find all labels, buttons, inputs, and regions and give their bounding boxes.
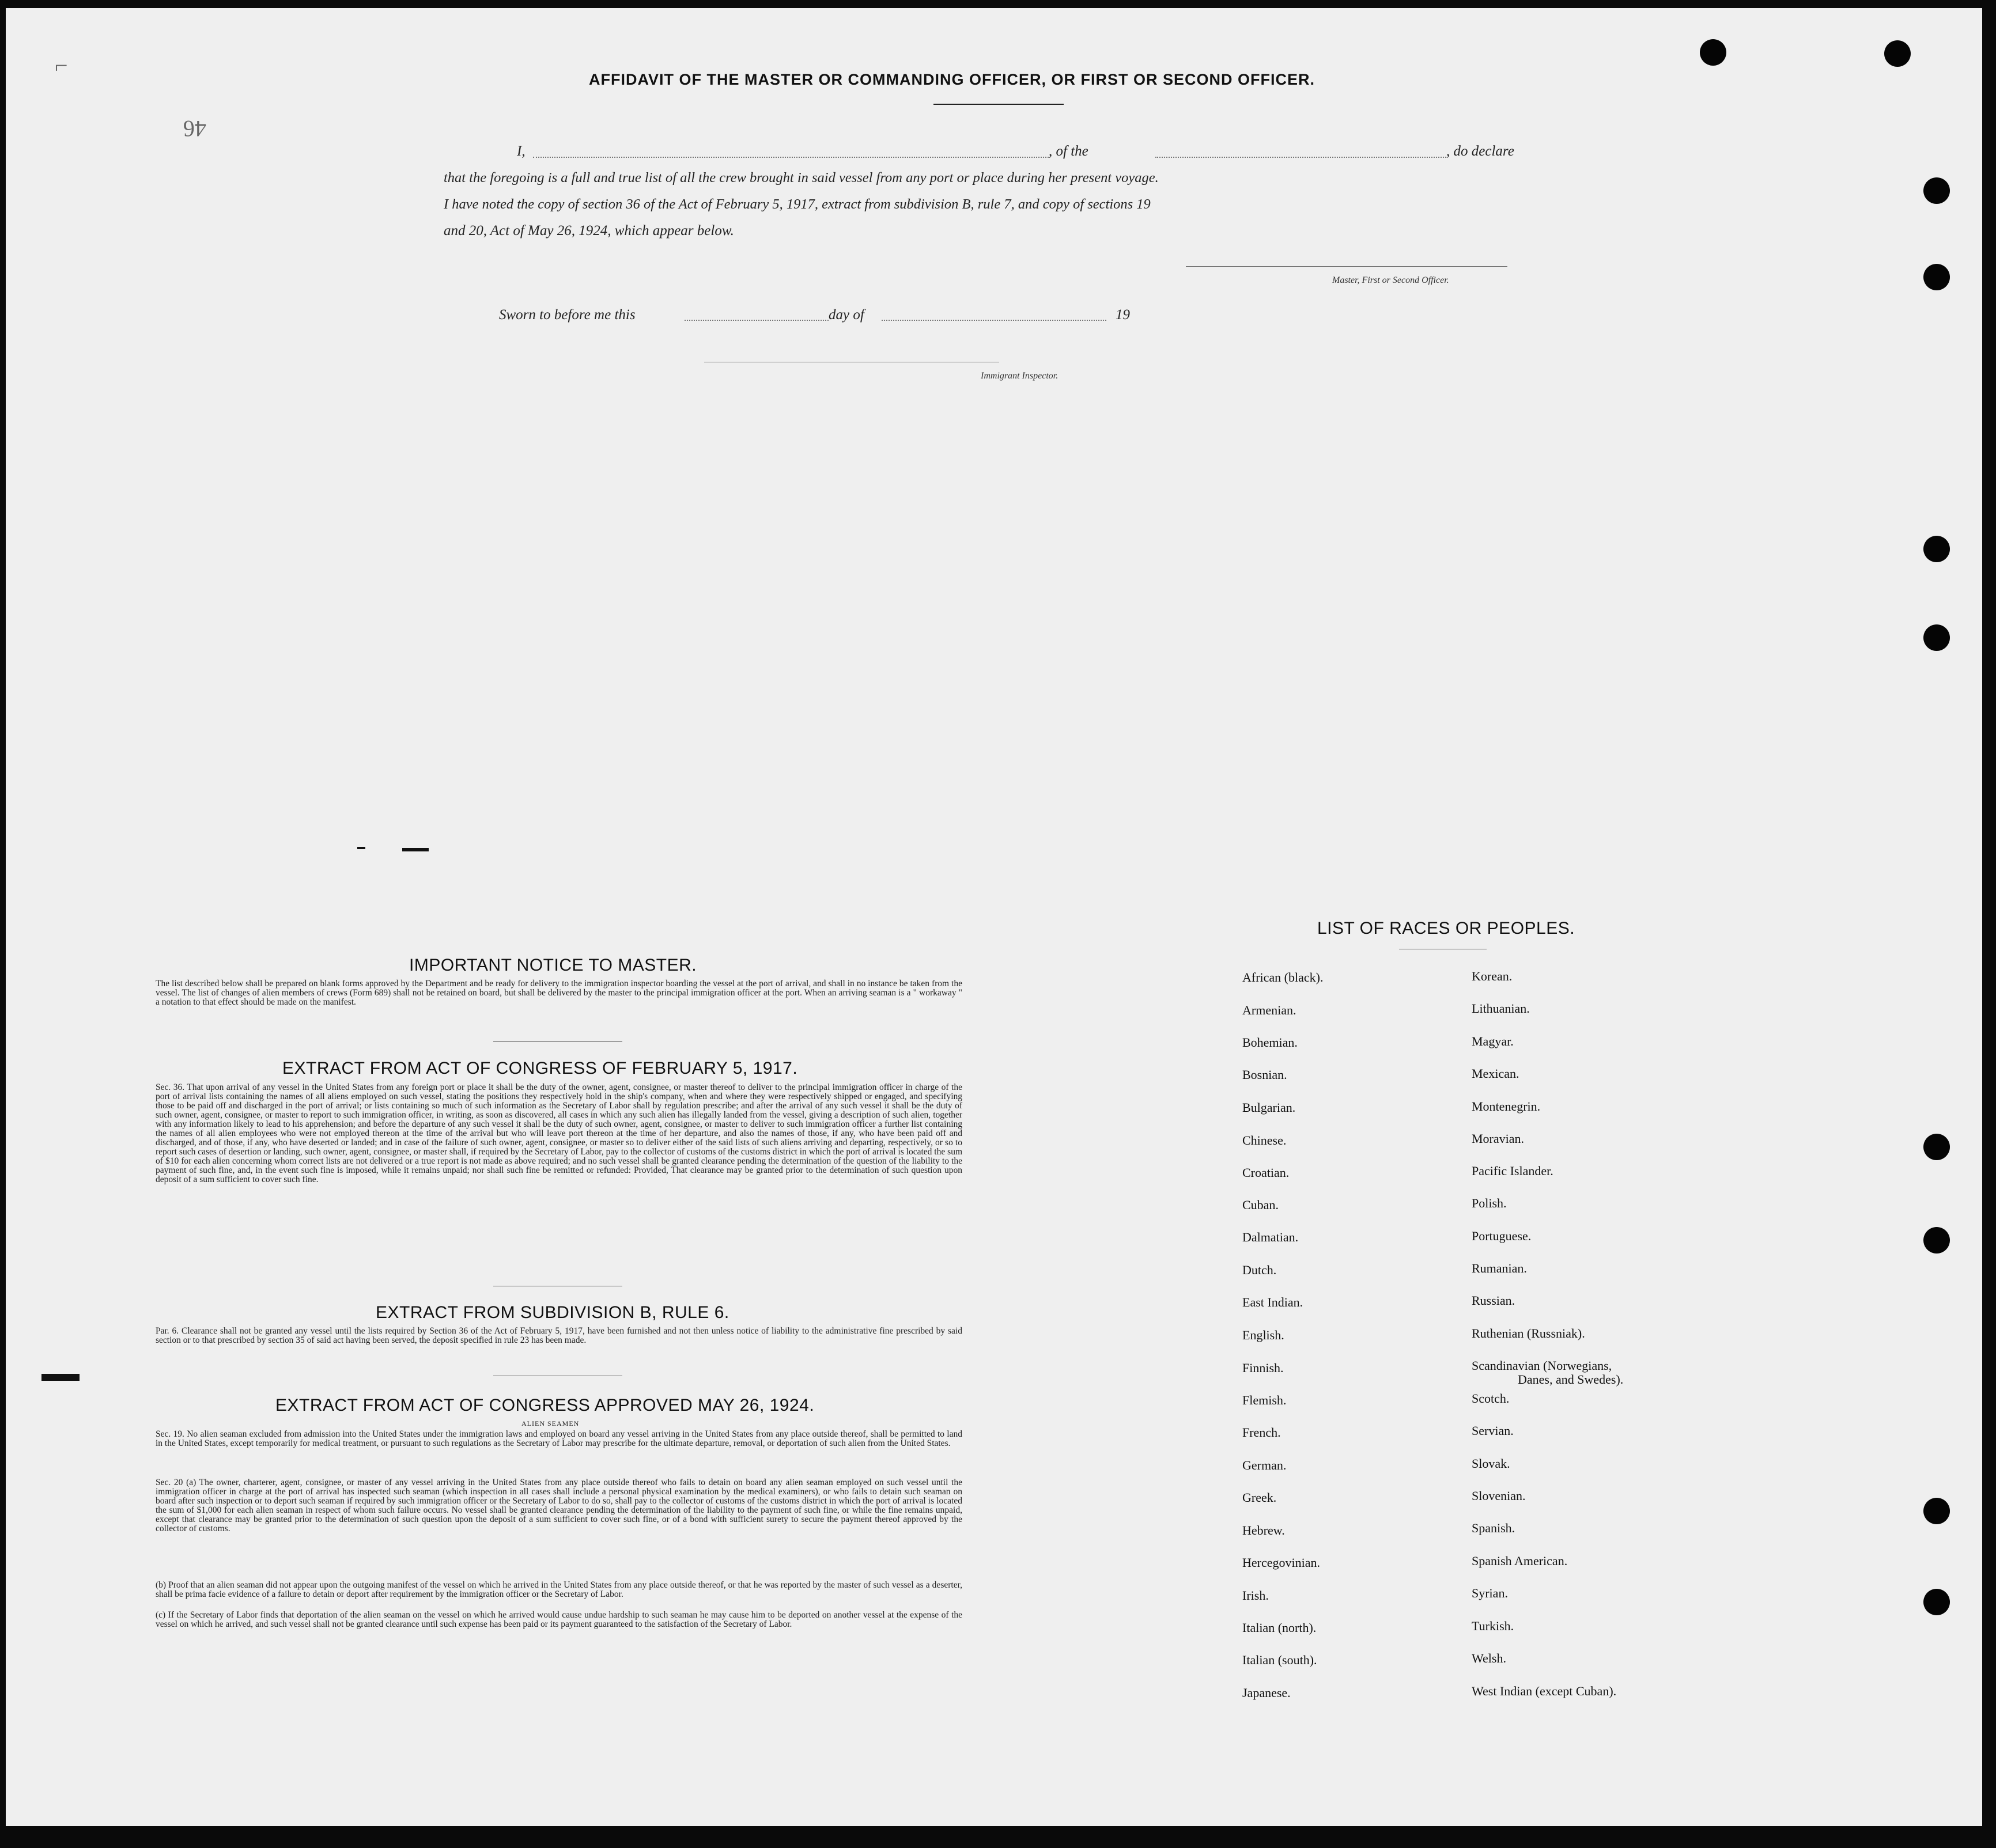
race-left: Hercegovinian. — [1242, 1555, 1320, 1570]
ink-mark — [41, 1374, 80, 1381]
affidavit-line-4: and 20, Act of May 26, 1924, which appear below. — [444, 223, 734, 238]
scan-border-right — [1982, 0, 1996, 1848]
extract-1917-body: Sec. 36. That upon arrival of any vessel in the United States from any foreign port or place it shall be the duty of the owner, agent, consignee, or master thereof to deliver to the principal immigration officer in charge of the port of arrival lists containing the names of all aliens employed on such vessel, stating the positions they respectively hold in the ship's company, when and where they were respectively shipped or engaged, and specifying those to be paid off and discharged in the port of arrival; or lists containing so much of such information as the Secretary of Labor shall by regulation prescribe; and after the arrival of any such vessel it shall be the duty of such owner, agent, consignee, or master to report to such immigration officer, in writing, as soon as discovered, all cases in which any such alien has illegally landed from the vessel, giving a description of such alien, together with any information likely to lead to his apprehension; and before the departure of any such vessel it shall be the duty of such owner, agent, consignee, or master to deliver to such immigration officer a further list containing the names of all alien employees who were not employed thereon at the time of the arrival but who will leave port thereon at the time of her departure, and also the names of those, if any, who have been paid off and discharged, and of those, if any, who have deserted or landed; and in case of the failure of such owner, agent, consignee, or master so to deliver either of the said lists of such aliens arriving and departing, respectively, or so to report such cases of desertion or landing, such owner, agent, consignee, or master shall, if required by the Secretary of Labor, pay to the collector of customs of the customs district in which the port of arrival is located the sum of $10 for each alien concerning whom correct lists are not delivered or a true report is not made as above required; and no such vessel shall be granted clearance pending the determination of the question of the liability to the payment of such fine, and, in the event such fine is imposed, while it remains unpaid; nor shall such fine be remitted or refunded: Provided, That clearance may be granted prior to the determination of such question upon deposit of a sum sufficient to cover such fine. — [156, 1082, 962, 1184]
race-right: Korean. — [1472, 969, 1513, 983]
race-left: Finnish. — [1242, 1361, 1284, 1375]
affidavit-of-the: , of the — [1049, 143, 1088, 159]
punch-hole — [1923, 1589, 1950, 1615]
signature-caption: Master, First or Second Officer. — [1332, 275, 1449, 285]
race-right: Welsh. — [1472, 1651, 1506, 1665]
day-field[interactable] — [685, 320, 829, 321]
race-left: Armenian. — [1242, 1003, 1296, 1017]
race-left: German. — [1242, 1458, 1287, 1472]
race-left: Cuban. — [1242, 1198, 1279, 1212]
race-left: French. — [1242, 1425, 1281, 1440]
section-20a: Sec. 20 (a) The owner, charterer, agent, consignee, or master of any vessel arriving in the United States from any place outside thereof who fails to detain on board any alien seaman employed on such vessel until the immigration officer in charge at the port of arrival has inspected such seaman (which inspection in all cases shall include a personal physical examination by the medical examiners), or who fails to detain such seaman on board after such inspection or to deport such seaman if required by such immigration officer or the Secretary of Labor to do so, shall pay to the collector of customs of the customs district in which the port of arrival is located the sum of $1,000 for each alien seaman in respect of whom such failure occurs. No vessel shall be granted clearance pending the determination of the liability to the payment of such fine, or while the fine remains unpaid, except that clearance may be granted prior to the determination of such question upon the deposit of a sum sufficient to cover such fine, or of a bond with sufficient surety to secure the payment thereof approved by the collector of customs. — [156, 1478, 962, 1533]
vessel-field[interactable] — [1155, 157, 1446, 158]
race-right: Moravian. — [1472, 1131, 1525, 1146]
race-left: Dutch. — [1242, 1263, 1277, 1277]
race-right: Rumanian. — [1472, 1261, 1527, 1275]
race-right: Turkish. — [1472, 1619, 1514, 1633]
rule6-body: Par. 6. Clearance shall not be granted any vessel until the lists required by Section 36 of the Act of February 5, 1917, have been furnished and not then unless notice of liability to the administrative fine prescribed by said section or to that prescribed by section 35 of said act having been served, the deposit specified in rule 23 has been made. — [156, 1326, 962, 1345]
extract-1924-title: EXTRACT FROM ACT OF CONGRESS APPROVED MAY 26, 1924. — [275, 1396, 815, 1415]
race-left: Bulgarian. — [1242, 1100, 1296, 1115]
scan-border-bottom — [0, 1826, 1996, 1848]
punch-hole — [1923, 264, 1950, 290]
race-right: Slovenian. — [1472, 1489, 1526, 1503]
race-right: Russian. — [1472, 1293, 1515, 1308]
race-left: African (black). — [1242, 970, 1324, 984]
race-left: Japanese. — [1242, 1686, 1291, 1700]
race-left: Italian (south). — [1242, 1653, 1317, 1667]
sworn-before-label: Sworn to before me this — [499, 307, 636, 323]
punch-hole — [1884, 40, 1911, 67]
scan-border-top — [0, 0, 1996, 8]
punch-hole — [1923, 1134, 1950, 1160]
affidavit-line-3: I have noted the copy of section 36 of the Act of February 5, 1917, extract from subdivision B, rule 7, and copy of sections 19 — [444, 196, 1151, 212]
race-right-continuation: Danes, and Swedes). — [1518, 1372, 1624, 1387]
affidavit-line-2: that the foregoing is a full and true list of all the crew brought in said vessel from any port or place during her present voyage. — [444, 170, 1159, 185]
race-left: Bosnian. — [1242, 1067, 1287, 1082]
name-field[interactable] — [533, 157, 1049, 158]
signature-line[interactable] — [1186, 266, 1507, 267]
race-left: Dalmatian. — [1242, 1230, 1299, 1244]
race-right: Servian. — [1472, 1423, 1514, 1438]
race-left: Croatian. — [1242, 1165, 1290, 1180]
day-of-label: day of — [829, 307, 864, 323]
punch-hole — [1923, 624, 1950, 651]
race-left: Hebrew. — [1242, 1523, 1285, 1538]
corner-mark: ⌐ — [55, 52, 68, 78]
affidavit-title: AFFIDAVIT OF THE MASTER OR COMMANDING OFFICER, OR FIRST OR SECOND OFFICER. — [589, 71, 1315, 88]
rule6-title: EXTRACT FROM SUBDIVISION B, RULE 6. — [376, 1303, 729, 1322]
punch-hole — [1700, 39, 1726, 66]
scan-border-left — [0, 0, 6, 1848]
race-right: Syrian. — [1472, 1586, 1508, 1600]
race-left: East Indian. — [1242, 1295, 1303, 1309]
race-right: Ruthenian (Russniak). — [1472, 1326, 1585, 1340]
affidavit-i: I, — [517, 143, 526, 159]
race-left: Bohemian. — [1242, 1035, 1298, 1050]
race-right: Scotch. — [1472, 1391, 1510, 1406]
punch-hole — [1923, 177, 1950, 204]
race-left: Irish. — [1242, 1588, 1269, 1603]
race-right: Mexican. — [1472, 1066, 1519, 1081]
race-right: West Indian (except Cuban). — [1472, 1684, 1617, 1698]
month-field[interactable] — [882, 320, 1106, 321]
year-label: 19 — [1116, 307, 1130, 323]
race-right: Spanish American. — [1472, 1554, 1568, 1568]
extract-1917-title: EXTRACT FROM ACT OF CONGRESS OF FEBRUARY 5, 1917. — [282, 1059, 798, 1078]
affidavit-declare: , do declare — [1446, 143, 1514, 159]
race-left: English. — [1242, 1328, 1284, 1342]
race-right: Magyar. — [1472, 1034, 1514, 1048]
section-19: Sec. 19. No alien seaman excluded from admission into the United States under the immigration laws and employed on board any vessel arriving in the United States from any place outside thereof, shall be permitted to land in the United States, except temporarily for medical treatment, or pursuant to such regulations as the Secretary of Labor may prescribe for the ultimate departure, removal, or deportation of such alien from the United States. — [156, 1429, 962, 1448]
race-left: Chinese. — [1242, 1133, 1287, 1148]
race-right: Portuguese. — [1472, 1229, 1532, 1243]
extract-1924-subtitle: ALIEN SEAMEN — [521, 1419, 580, 1427]
race-right: Montenegrin. — [1472, 1099, 1541, 1114]
punch-hole — [1923, 1498, 1950, 1524]
notice-body: The list described below shall be prepared on blank forms approved by the Department and be ready for delivery to the immigration inspector boarding the vessel at the port of arrival, and shall in no instance be taken from the vessel. The list of changes of alien members of crews (Form 689) shall not be retained on board, but shall be delivered by the master to the principal immigration officer at the port. When an arriving seaman is a " workaway " a notation to that effect should be made on the manifest. — [156, 979, 962, 1007]
races-title: LIST OF RACES OR PEOPLES. — [1317, 919, 1575, 938]
race-right: Lithuanian. — [1472, 1001, 1530, 1016]
ink-mark — [357, 847, 365, 849]
race-right: Pacific Islander. — [1472, 1164, 1553, 1178]
race-left: Flemish. — [1242, 1393, 1287, 1407]
notice-title: IMPORTANT NOTICE TO MASTER. — [409, 956, 697, 975]
race-left: Greek. — [1242, 1490, 1277, 1505]
section-20c: (c) If the Secretary of Labor finds that deportation of the alien seaman on the vessel on which he arrived would cause undue hardship to such seaman he may cause him to be deported on another vessel at the expense of the vessel on which he arrived, and such vessel shall not be granted clearance until such expense has been paid or its payment guaranteed to the satisfaction of the Secretary of Labor. — [156, 1610, 962, 1629]
ink-mark — [402, 848, 429, 851]
race-right: Spanish. — [1472, 1521, 1515, 1535]
section-20b: (b) Proof that an alien seaman did not appear upon the outgoing manifest of the vessel on which he arrived in the United States from any place outside thereof, or that he was reported by the master of such vessel as a deserter, shall be prima facie evidence of a failure to detain or deport after requirement by the immigration officer or the Secretary of Labor. — [156, 1580, 962, 1599]
race-right: Slovak. — [1472, 1456, 1510, 1471]
punch-hole — [1923, 1227, 1950, 1254]
race-right: Scandinavian (Norwegians, — [1472, 1358, 1612, 1373]
punch-hole — [1923, 536, 1950, 562]
inspector-caption: Immigrant Inspector. — [981, 371, 1059, 381]
handwritten-number: 46 — [183, 116, 206, 142]
race-right: Polish. — [1472, 1196, 1507, 1210]
title-underline — [933, 104, 1064, 105]
race-left: Italian (north). — [1242, 1620, 1317, 1635]
